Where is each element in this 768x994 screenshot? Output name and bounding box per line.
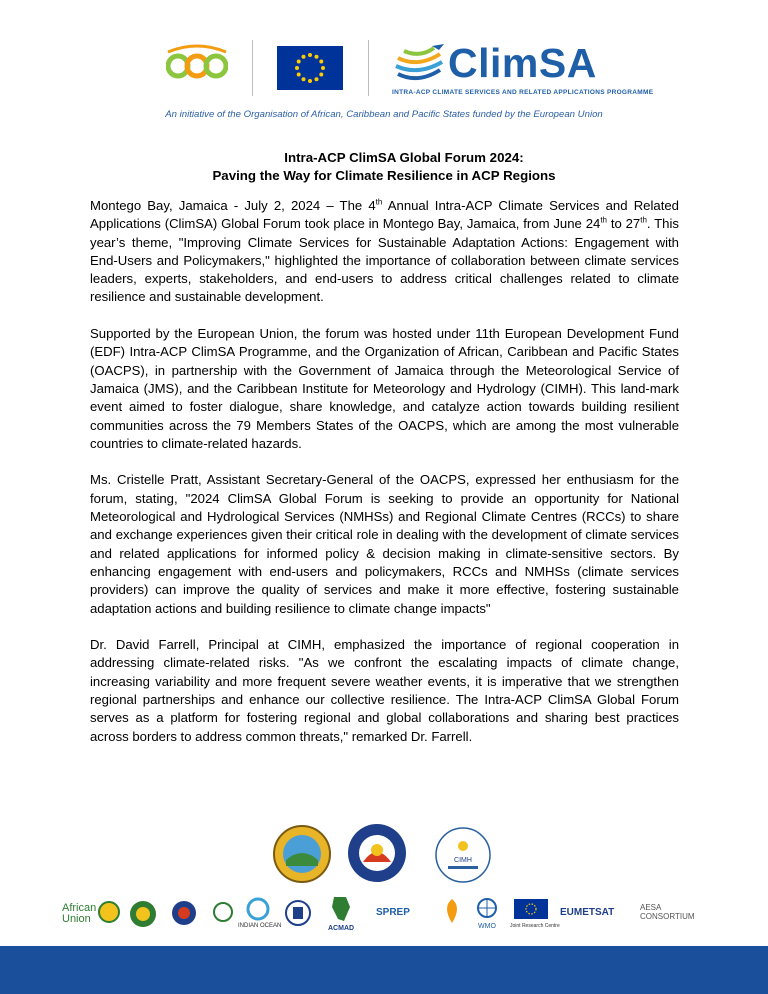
ordinal-suffix: th [375,197,383,207]
climsa-logo [392,40,654,98]
p1-part: Montego Bay, Jamaica - July 2, 2024 – The 4 [90,198,376,213]
p1-part: to 27 [606,216,641,232]
footer-band [0,946,768,994]
p1-part: Annual Intra-ACP Climate Services and Related Applications (ClimSA) Global Forum took place in Montego Bay, Jamaica, from June 24 [90,198,679,232]
pacific-resilience-logo [440,897,464,925]
meteorological-service-jamaica-logo [272,824,332,884]
aesa-text: AESA [640,903,662,912]
aesa-consortium-logo [640,903,695,921]
caribbean-meteorological-organization-logo [346,822,408,884]
eu-flag-logo [277,46,343,90]
page-title [0,149,768,185]
article-body [90,197,679,764]
paragraph-4: Dr. David Farrell, Principal at CIMH, emphasized the importance of regional cooperation in addressing climate-related risks. "As we confront the escalating impacts of climate change, increasing variability and more frequent severe weather events, it is imperative that we strengthen regional partnerships and enhance our collective resilience. The Intra-ACP ClimSA Global Forum serves as a platform for fostering regional and global collaborations and sharing best practices across borders to address common threats," remarked Dr. Farrell. [90,637,679,744]
paragraph-1 [90,197,679,307]
ordinal-suffix: th [600,215,607,225]
aesa-text: CONSORTIUM [640,912,695,921]
au-emblem-icon [98,901,120,923]
title-line-1: Intra-ACP ClimSA Global Forum 2024: [284,150,524,165]
partner-logos-bottom [0,893,768,937]
wmo-label: WMO [478,923,496,930]
acp-logo [166,44,228,90]
wmo-globe-icon [476,897,498,921]
header-logos [0,38,768,98]
initiative-line: An initiative of the Organisation of African, Caribbean and Pacific States funded by the European Union [165,109,603,120]
ipad-logo [212,901,234,923]
cimh-label: CIMH [454,857,472,864]
african-union-logo [62,903,96,925]
paragraph-2: Supported by the European Union, the forum was hosted under 11th European Development Fund (EDF) Intra-ACP ClimSA Programme, and the Organization of African, Caribbean and Pacific States (OACPS), in partnership with the Government of Jamaica through the Meteorological Service of Jamaica (JMS), and the Caribbean Institute for Meteorology and Hydrology (CIMH). This land-mark event aimed to foster dialogue, share knowledge, and catalyze action towards building resilient communities across the 79 Members States of the OACPS, which are among the most vulnerable countries to climate-related hazards. [90,326,679,451]
indian-ocean-commission-logo [246,897,270,921]
sadc-logo [284,899,312,927]
ordinal-suffix: th [640,215,647,225]
cimh-logo [434,826,492,884]
header-divider [252,40,253,96]
climsa-globe-icon [392,44,446,88]
header-divider [368,40,369,96]
jrc-flag-icon [514,899,548,919]
ioc-label: INDIAN OCEAN [238,923,282,929]
climsa-wordmark: ClimSA [448,40,597,86]
african-union-text: Union [62,913,91,925]
title-line-2: Paving the Way for Climate Resilience in ACP Regions [212,168,556,183]
jrc-label: Joint Research Centre [510,923,560,929]
sprep-logo: SPREP [376,907,410,918]
paragraph-3: Ms. Cristelle Pratt, Assistant Secretary-General of the OACPS, expressed her enthusiasm for the forum, stating, "2024 ClimSA Global Forum is seeking to provide an opportunity for National Meteorological and Hydrological Services (NMHSs) and Regional Climate Centres (RCCs) to share and exchange experiences given their critical role in dealing with the development of climate services and related applications for informed policy & decision making in climate-sensitive sectors. By enhancing engagement with end-users and policymakers, RCCs and NMHSs (climate services providers) can improve the quality of services and make it more effective, fostering sustainable adaptation actions and building resilience to climate change impacts" [90,472,679,616]
african-union-text: African [62,902,97,914]
partner-logos-top [0,822,768,888]
ecowas-logo [128,899,158,929]
climsa-tagline: INTRA-ACP CLIMATE SERVICES AND RELATED APPLICATIONS PROGRAMME [392,89,654,96]
p1-part: . This year’s theme, "Improving Climate Services for Sustainable Adaptation Actions: Engagement with End-Users and Policymakers," highlighted the importance of collaboration between climate services leaders, experts, stakeholders, and end-users to address critical challenges related to climate resilience and sustainable development. [90,216,679,305]
regional-emblem-logo [170,899,198,927]
acmad-label: ACMAD [328,925,355,932]
acmad-africa-icon [328,895,352,923]
eumetsat-logo: EUMETSAT [560,907,615,918]
